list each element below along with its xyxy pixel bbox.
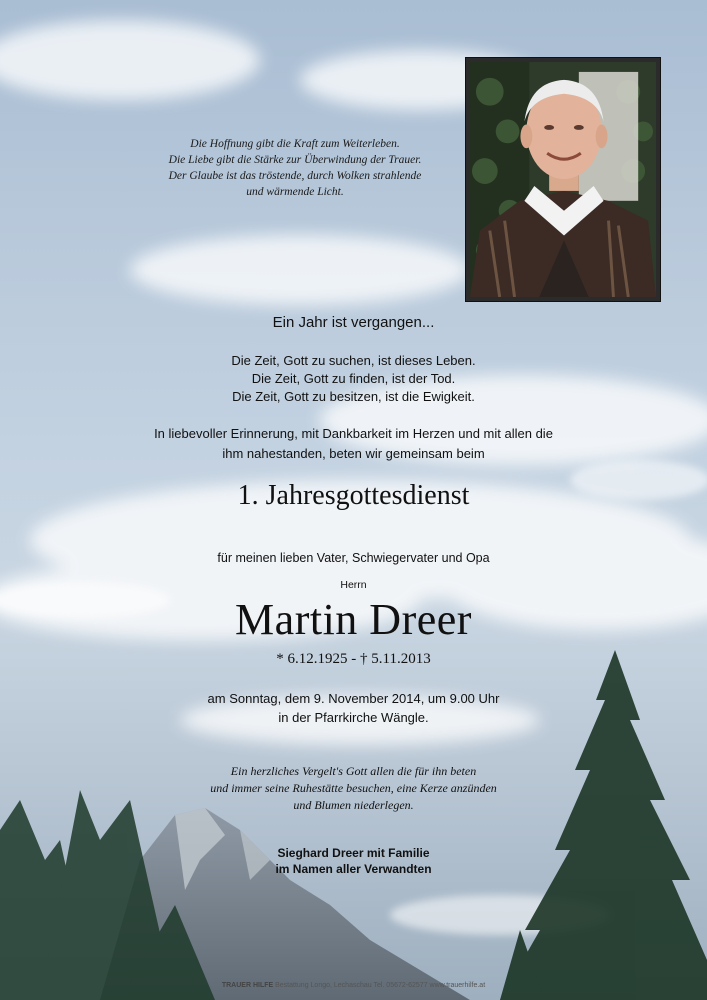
thanks-line: und immer seine Ruhestätte besuchen, eine Kerze anzünden (210, 781, 497, 795)
dedication: für meinen lieben Vater, Schwiegervater und Opa (217, 551, 490, 565)
deceased-name: Martin Dreer (235, 595, 472, 644)
footer-brand: TRAUER HILFE (221, 982, 274, 989)
intro-text (0, 424, 707, 464)
intro-line: ihm nahestanden, beten wir gemeinsam beim (222, 446, 485, 461)
quote-line: und wärmende Licht. (246, 186, 344, 198)
quote-line: Der Glaube ist das tröstende, durch Wolken strahlende (168, 170, 422, 182)
poem (0, 352, 707, 406)
poem-line: Die Zeit, Gott zu finden, ist der Tod. (251, 371, 456, 386)
portrait-frame (465, 57, 661, 302)
signature-line: Sieghard Dreer mit Familie (277, 846, 430, 860)
thanks-line: Ein herzliches Vergelt's Gott allen die für ihn beten (230, 764, 477, 778)
quote-line: Die Hoffnung gibt die Kraft zum Weiterleben. (190, 138, 400, 150)
thanks-line: und Blumen niederlegen. (293, 798, 414, 812)
thanks-text (0, 763, 707, 814)
footer (0, 982, 707, 989)
poem-line: Die Zeit, Gott zu suchen, ist dieses Leben. (231, 353, 476, 368)
signature (0, 845, 707, 877)
event-details (0, 689, 707, 727)
poem-line: Die Zeit, Gott zu besitzen, ist die Ewigkeit. (232, 389, 475, 404)
portrait-photo (470, 62, 656, 297)
service-title: 1. Jahresgottesdienst (237, 480, 470, 511)
anniversary-heading: Ein Jahr ist vergangen... (272, 314, 435, 331)
life-dates: * 6.12.1925 - † 5.11.2013 (276, 651, 431, 667)
signature-line: im Namen aller Verwandten (275, 862, 432, 876)
event-line: in der Pfarrkirche Wängle. (278, 710, 429, 725)
opening-quote (150, 136, 440, 200)
intro-line: In liebevoller Erinnerung, mit Dankbarkeit im Herzen und mit allen die (154, 426, 553, 441)
footer-text: Bestattung Longo, Lechaschau Tel. 05672-62577 www.trauerhilfe.at (275, 982, 486, 989)
honorific: Herrn (340, 579, 367, 591)
event-line: am Sonntag, dem 9. November 2014, um 9.00 Uhr (207, 691, 500, 706)
quote-line: Die Liebe gibt die Stärke zur Überwindung der Trauer. (168, 154, 422, 166)
